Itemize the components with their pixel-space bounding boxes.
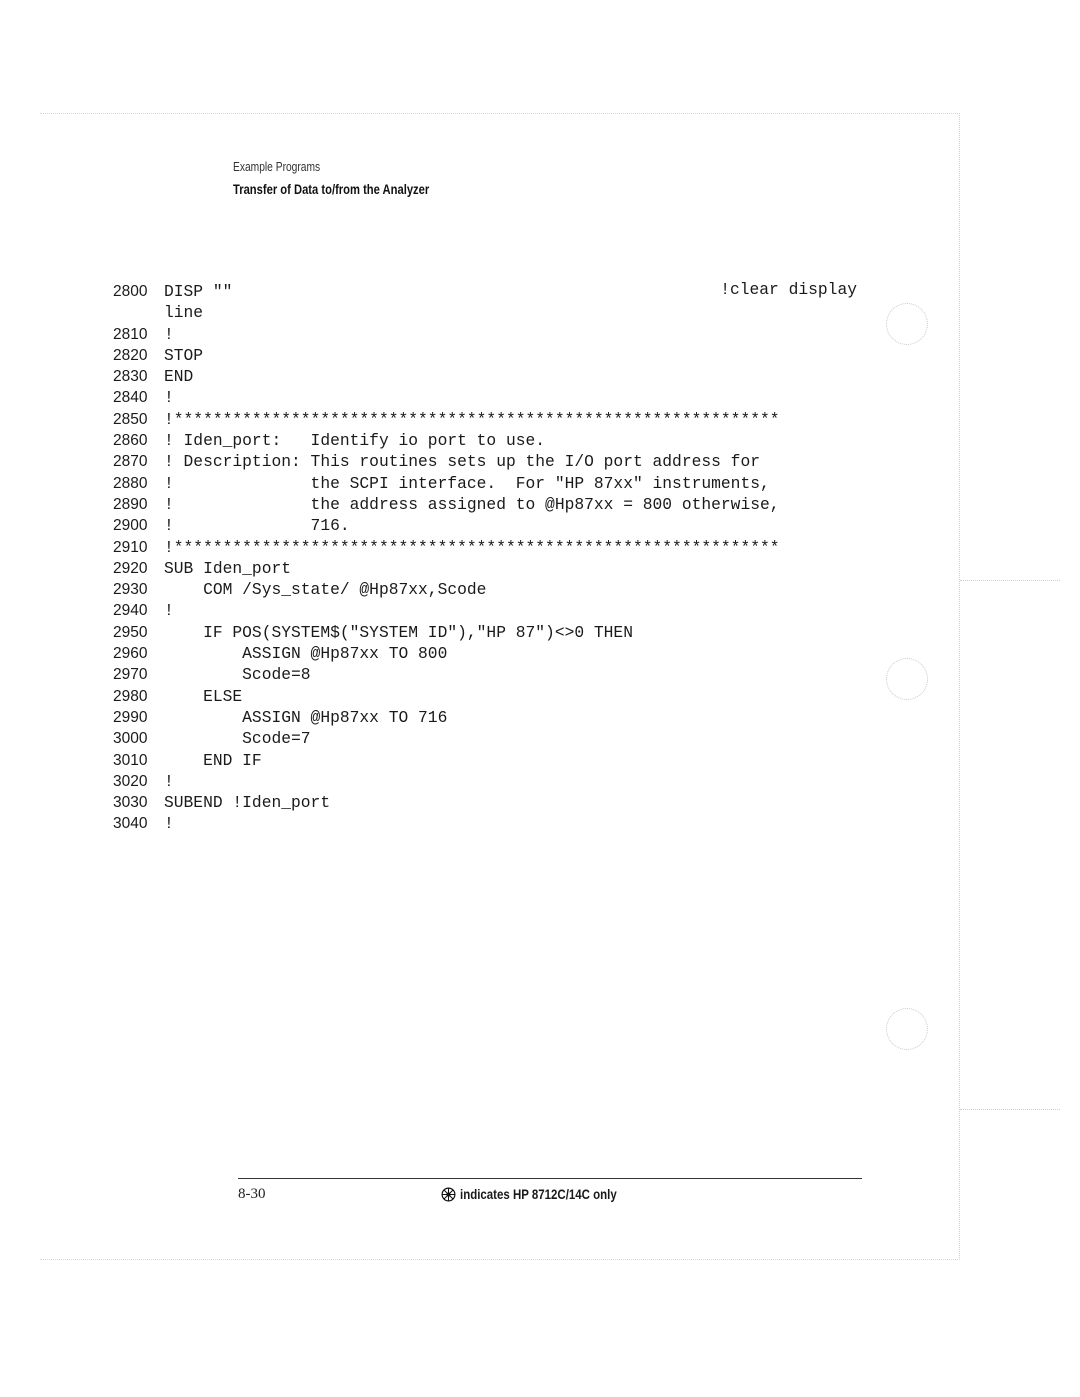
line-number: 2910 [113,538,148,556]
line-number: 2840 [113,389,148,407]
code-text: ! the address assigned to @Hp87xx = 800 otherwise, [164,494,780,514]
code-text: ! [164,601,174,621]
code-line [113,451,873,472]
binder-hole [886,303,928,345]
code-line [113,324,873,345]
running-header [233,160,478,197]
code-line [113,366,873,387]
code-text: ! 716. [164,516,350,536]
line-number: 3000 [113,730,148,748]
code-line [113,473,873,494]
code-listing [113,281,873,835]
code-text: ! [164,771,174,791]
code-line [113,728,873,749]
code-line [113,494,873,515]
code-text: DISP "" [164,282,233,301]
line-number: 2960 [113,645,148,663]
code-line [113,515,873,536]
footer-note [441,1186,651,1202]
line-number: 2810 [113,325,148,343]
line-number: 2940 [113,602,148,620]
line-number: 2930 [113,581,148,599]
line-number: 2950 [113,623,148,641]
page-subtitle: Transfer of Data to/from the Analyzer [233,181,430,197]
code-text: ! Iden_port: Identify io port to use. [164,431,546,451]
code-line [113,430,873,451]
line-number: 3020 [113,772,148,790]
line-number: 3010 [113,751,148,769]
code-line [113,792,873,813]
code-text: STOP [164,345,204,365]
code-line [113,600,873,621]
line-number: 2870 [113,453,148,471]
code-text: ! Description: This routines sets up the I/O port address for [164,452,760,472]
code-line [113,579,873,600]
line-number: 2820 [113,346,148,364]
code-line [113,707,873,728]
code-text: ASSIGN @Hp87xx TO 800 [164,644,448,664]
binder-hole [886,1008,928,1050]
page-edge-right [959,113,960,1260]
code-text: ! [164,324,174,344]
page-tab-edge [960,580,1060,581]
code-line [113,345,873,366]
line-number: 2830 [113,368,148,386]
code-text: !************************************************************** [164,409,780,429]
code-line [113,664,873,685]
page-edge-top [40,113,960,114]
footer-note-text: indicates HP 8712C/14C only [460,1186,617,1202]
hp-8712c-14c-icon [441,1187,456,1202]
code-text: END [164,367,194,387]
page-number: 8-30 [238,1186,266,1202]
code-line [113,750,873,771]
line-number: 2890 [113,495,148,513]
code-line [113,643,873,664]
footer-rule [238,1178,862,1179]
line-number: 2800 [113,283,148,300]
code-line [113,686,873,707]
code-comment: !clear display [720,280,857,299]
code-line [113,281,873,302]
binder-hole [886,658,928,700]
line-number: 2920 [113,559,148,577]
code-text: !************************************************************** [164,537,780,557]
code-text: Scode=8 [164,665,311,685]
code-text: Scode=7 [164,729,311,749]
line-number: 2900 [113,517,148,535]
code-text: IF POS(SYSTEM$("SYSTEM ID"),"HP 87")<>0 THEN [164,622,633,642]
code-text: COM /Sys_state/ @Hp87xx,Scode [164,580,487,600]
page-tab-edge [960,1109,1060,1110]
page-edge-bottom [40,1259,960,1260]
line-number: 2970 [113,666,148,684]
line-number: 2860 [113,432,148,450]
code-text: SUBEND !Iden_port [164,793,331,813]
code-line [113,302,873,323]
code-text: END IF [164,750,262,770]
line-number: 2980 [113,687,148,705]
line-number: 2990 [113,708,148,726]
code-line [113,409,873,430]
code-line [113,813,873,834]
code-text: line [164,303,204,323]
code-text: ASSIGN @Hp87xx TO 716 [164,707,448,727]
code-line [113,771,873,792]
line-number: 2850 [113,410,148,428]
code-text: ELSE [164,686,243,706]
line-number: 3030 [113,794,148,812]
code-line [113,558,873,579]
code-text: ! the SCPI interface. For "HP 87xx" instruments, [164,473,770,493]
code-text: SUB Iden_port [164,558,292,578]
line-number: 3040 [113,815,148,833]
code-line [113,387,873,408]
code-text: ! [164,388,174,408]
section-title: Example Programs [233,160,321,174]
code-text: ! [164,814,174,834]
line-number: 2880 [113,474,148,492]
code-line [113,622,873,643]
code-line [113,537,873,558]
